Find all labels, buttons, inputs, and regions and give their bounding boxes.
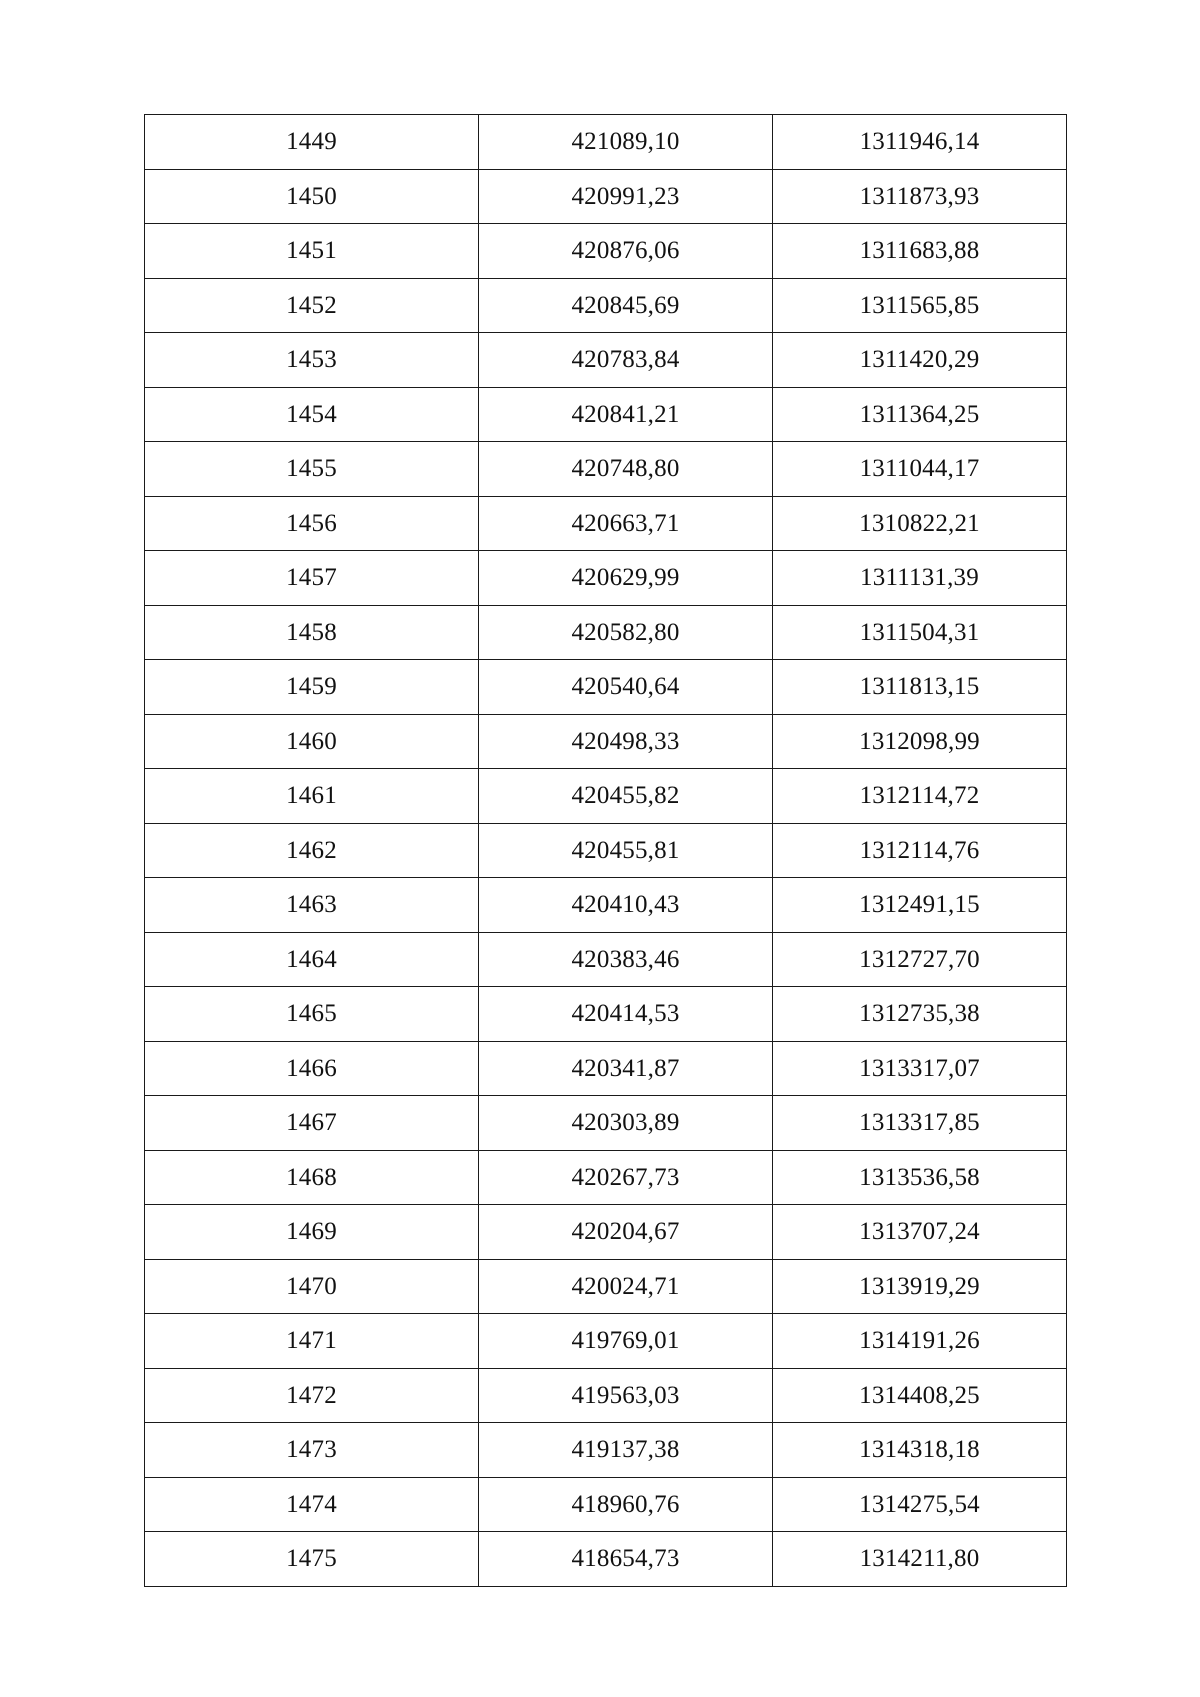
y-coordinate-cell: 1313707,24 [773,1205,1067,1260]
point-number-cell: 1464 [145,932,479,987]
table-row [145,1205,1067,1260]
table-row [145,1477,1067,1532]
point-number-cell: 1465 [145,987,479,1042]
point-number-cell: 1455 [145,442,479,497]
x-coordinate-cell: 420410,43 [479,878,773,933]
y-coordinate-cell: 1311683,88 [773,224,1067,279]
table-row [145,769,1067,824]
table-row [145,1314,1067,1369]
x-coordinate-cell: 420383,46 [479,932,773,987]
x-coordinate-cell: 419769,01 [479,1314,773,1369]
x-coordinate-cell: 420204,67 [479,1205,773,1260]
point-number-cell: 1456 [145,496,479,551]
y-coordinate-cell: 1314318,18 [773,1423,1067,1478]
point-number-cell: 1475 [145,1532,479,1587]
table-row [145,987,1067,1042]
x-coordinate-cell: 420783,84 [479,333,773,388]
y-coordinate-cell: 1310822,21 [773,496,1067,551]
table-row [145,115,1067,170]
point-number-cell: 1459 [145,660,479,715]
point-number-cell: 1467 [145,1096,479,1151]
point-number-cell: 1463 [145,878,479,933]
point-number-cell: 1474 [145,1477,479,1532]
y-coordinate-cell: 1311131,39 [773,551,1067,606]
table-row [145,714,1067,769]
point-number-cell: 1468 [145,1150,479,1205]
table-row [145,932,1067,987]
point-number-cell: 1454 [145,387,479,442]
table-row [145,1368,1067,1423]
y-coordinate-cell: 1314211,80 [773,1532,1067,1587]
x-coordinate-cell: 418654,73 [479,1532,773,1587]
y-coordinate-cell: 1313317,07 [773,1041,1067,1096]
y-coordinate-cell: 1312491,15 [773,878,1067,933]
x-coordinate-cell: 420845,69 [479,278,773,333]
point-number-cell: 1452 [145,278,479,333]
point-number-cell: 1470 [145,1259,479,1314]
x-coordinate-cell: 420303,89 [479,1096,773,1151]
y-coordinate-cell: 1311565,85 [773,278,1067,333]
y-coordinate-cell: 1312735,38 [773,987,1067,1042]
point-number-cell: 1473 [145,1423,479,1478]
x-coordinate-cell: 420498,33 [479,714,773,769]
y-coordinate-cell: 1312114,72 [773,769,1067,824]
y-coordinate-cell: 1311420,29 [773,333,1067,388]
table-row [145,1423,1067,1478]
x-coordinate-cell: 420455,82 [479,769,773,824]
y-coordinate-cell: 1312114,76 [773,823,1067,878]
x-coordinate-cell: 420540,64 [479,660,773,715]
point-number-cell: 1471 [145,1314,479,1369]
y-coordinate-cell: 1311364,25 [773,387,1067,442]
y-coordinate-cell: 1311946,14 [773,115,1067,170]
x-coordinate-cell: 420455,81 [479,823,773,878]
table-row [145,442,1067,497]
point-number-cell: 1449 [145,115,479,170]
coordinates-table-body [145,115,1067,1587]
table-row [145,1259,1067,1314]
point-number-cell: 1466 [145,1041,479,1096]
table-row [145,605,1067,660]
x-coordinate-cell: 420341,87 [479,1041,773,1096]
table-row [145,496,1067,551]
table-row [145,878,1067,933]
table-row [145,169,1067,224]
point-number-cell: 1460 [145,714,479,769]
y-coordinate-cell: 1311873,93 [773,169,1067,224]
y-coordinate-cell: 1314275,54 [773,1477,1067,1532]
point-number-cell: 1458 [145,605,479,660]
x-coordinate-cell: 420024,71 [479,1259,773,1314]
y-coordinate-cell: 1312098,99 [773,714,1067,769]
y-coordinate-cell: 1312727,70 [773,932,1067,987]
x-coordinate-cell: 419137,38 [479,1423,773,1478]
table-row [145,278,1067,333]
point-number-cell: 1462 [145,823,479,878]
table-row [145,224,1067,279]
table-row [145,551,1067,606]
x-coordinate-cell: 420748,80 [479,442,773,497]
point-number-cell: 1472 [145,1368,479,1423]
table-row [145,1096,1067,1151]
point-number-cell: 1461 [145,769,479,824]
y-coordinate-cell: 1313317,85 [773,1096,1067,1151]
x-coordinate-cell: 419563,03 [479,1368,773,1423]
point-number-cell: 1469 [145,1205,479,1260]
x-coordinate-cell: 420267,73 [479,1150,773,1205]
x-coordinate-cell: 420841,21 [479,387,773,442]
table-row [145,823,1067,878]
table-row [145,1150,1067,1205]
x-coordinate-cell: 420629,99 [479,551,773,606]
y-coordinate-cell: 1313536,58 [773,1150,1067,1205]
point-number-cell: 1453 [145,333,479,388]
y-coordinate-cell: 1311813,15 [773,660,1067,715]
x-coordinate-cell: 421089,10 [479,115,773,170]
x-coordinate-cell: 418960,76 [479,1477,773,1532]
table-row [145,660,1067,715]
y-coordinate-cell: 1313919,29 [773,1259,1067,1314]
x-coordinate-cell: 420876,06 [479,224,773,279]
point-number-cell: 1457 [145,551,479,606]
x-coordinate-cell: 420414,53 [479,987,773,1042]
x-coordinate-cell: 420991,23 [479,169,773,224]
x-coordinate-cell: 420582,80 [479,605,773,660]
point-number-cell: 1451 [145,224,479,279]
table-row [145,333,1067,388]
coordinates-table [144,114,1067,1587]
table-row [145,1532,1067,1587]
table-row [145,387,1067,442]
y-coordinate-cell: 1311504,31 [773,605,1067,660]
y-coordinate-cell: 1311044,17 [773,442,1067,497]
x-coordinate-cell: 420663,71 [479,496,773,551]
y-coordinate-cell: 1314191,26 [773,1314,1067,1369]
table-row [145,1041,1067,1096]
point-number-cell: 1450 [145,169,479,224]
y-coordinate-cell: 1314408,25 [773,1368,1067,1423]
